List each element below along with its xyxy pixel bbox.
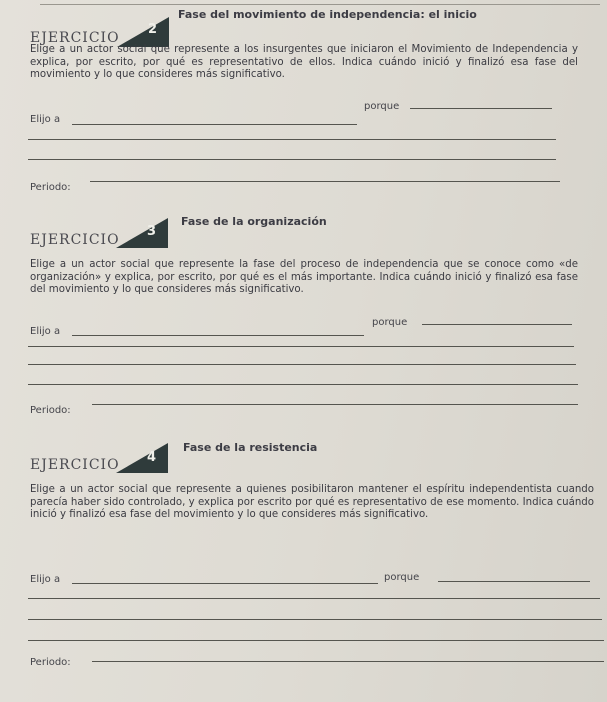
period-label: Periodo:: [30, 405, 71, 416]
answer-line[interactable]: [28, 346, 574, 347]
answer-line[interactable]: [28, 640, 604, 641]
exercise-number: 3: [147, 224, 157, 239]
answer-line[interactable]: [28, 384, 578, 385]
choose-label: Elijo a: [30, 326, 61, 337]
because-answer-line[interactable]: [410, 108, 552, 109]
choose-answer-line[interactable]: [72, 335, 364, 336]
exercise-badge: [117, 17, 169, 47]
because-answer-line[interactable]: [422, 324, 572, 325]
period-answer-line[interactable]: [90, 181, 560, 182]
exercise-number: 4: [147, 450, 157, 465]
exercise-label: EJERCICIO: [30, 30, 120, 46]
top-rule: [40, 4, 600, 5]
period-label: Periodo:: [30, 657, 71, 668]
instructions: Elige a un actor social que represente la fase del proceso de independencia que se conoce como «de organización» y explica, por escrito, por qué es el más importante. Indica cuándo inició y finalizó esa fase del movimiento y lo que consideres más significativo.: [30, 259, 578, 295]
choose-answer-line[interactable]: [72, 124, 357, 125]
answer-line[interactable]: [28, 364, 576, 365]
because-answer-line[interactable]: [438, 581, 590, 582]
exercise-label: EJERCICIO: [30, 457, 120, 473]
answer-line[interactable]: [28, 598, 600, 599]
because-label: porque: [372, 317, 408, 328]
phase-title: Fase del movimiento de independencia: el inicio: [178, 8, 477, 21]
exercise-number: 2: [148, 22, 158, 37]
phase-title: Fase de la organización: [181, 215, 327, 228]
choose-label: Elijo a: [30, 114, 61, 125]
choose-label: Elijo a: [30, 574, 61, 585]
instructions: Elige a un actor social que represente a quienes posibilitaron mantener el espíritu independentista cuando parecía haber sido controlado, y explica por escrito por qué es representativo de ese momento. Indica cuándo inició y finalizó esa fase del movimiento y lo que consideres más significativo.: [30, 484, 594, 520]
exercise-label: EJERCICIO: [30, 232, 120, 248]
answer-line[interactable]: [28, 139, 556, 140]
answer-line[interactable]: [28, 159, 556, 160]
period-label: Periodo:: [30, 182, 71, 193]
because-label: porque: [364, 101, 400, 112]
choose-answer-line[interactable]: [72, 583, 378, 584]
answer-line[interactable]: [28, 619, 602, 620]
exercise-badge: [116, 218, 168, 248]
period-answer-line[interactable]: [92, 661, 604, 662]
phase-title: Fase de la resistencia: [183, 441, 318, 454]
exercise-badge: [116, 443, 168, 473]
instructions: Elige a un actor social que represente a los insurgentes que iniciaron el Movimiento de Independencia y explica, por escrito, por qué es representativo de ellos. Indica cuándo inició y finalizó esa fase del movimiento y lo que consideres más significativo.: [30, 44, 578, 80]
because-label: porque: [384, 572, 420, 583]
period-answer-line[interactable]: [92, 404, 578, 405]
